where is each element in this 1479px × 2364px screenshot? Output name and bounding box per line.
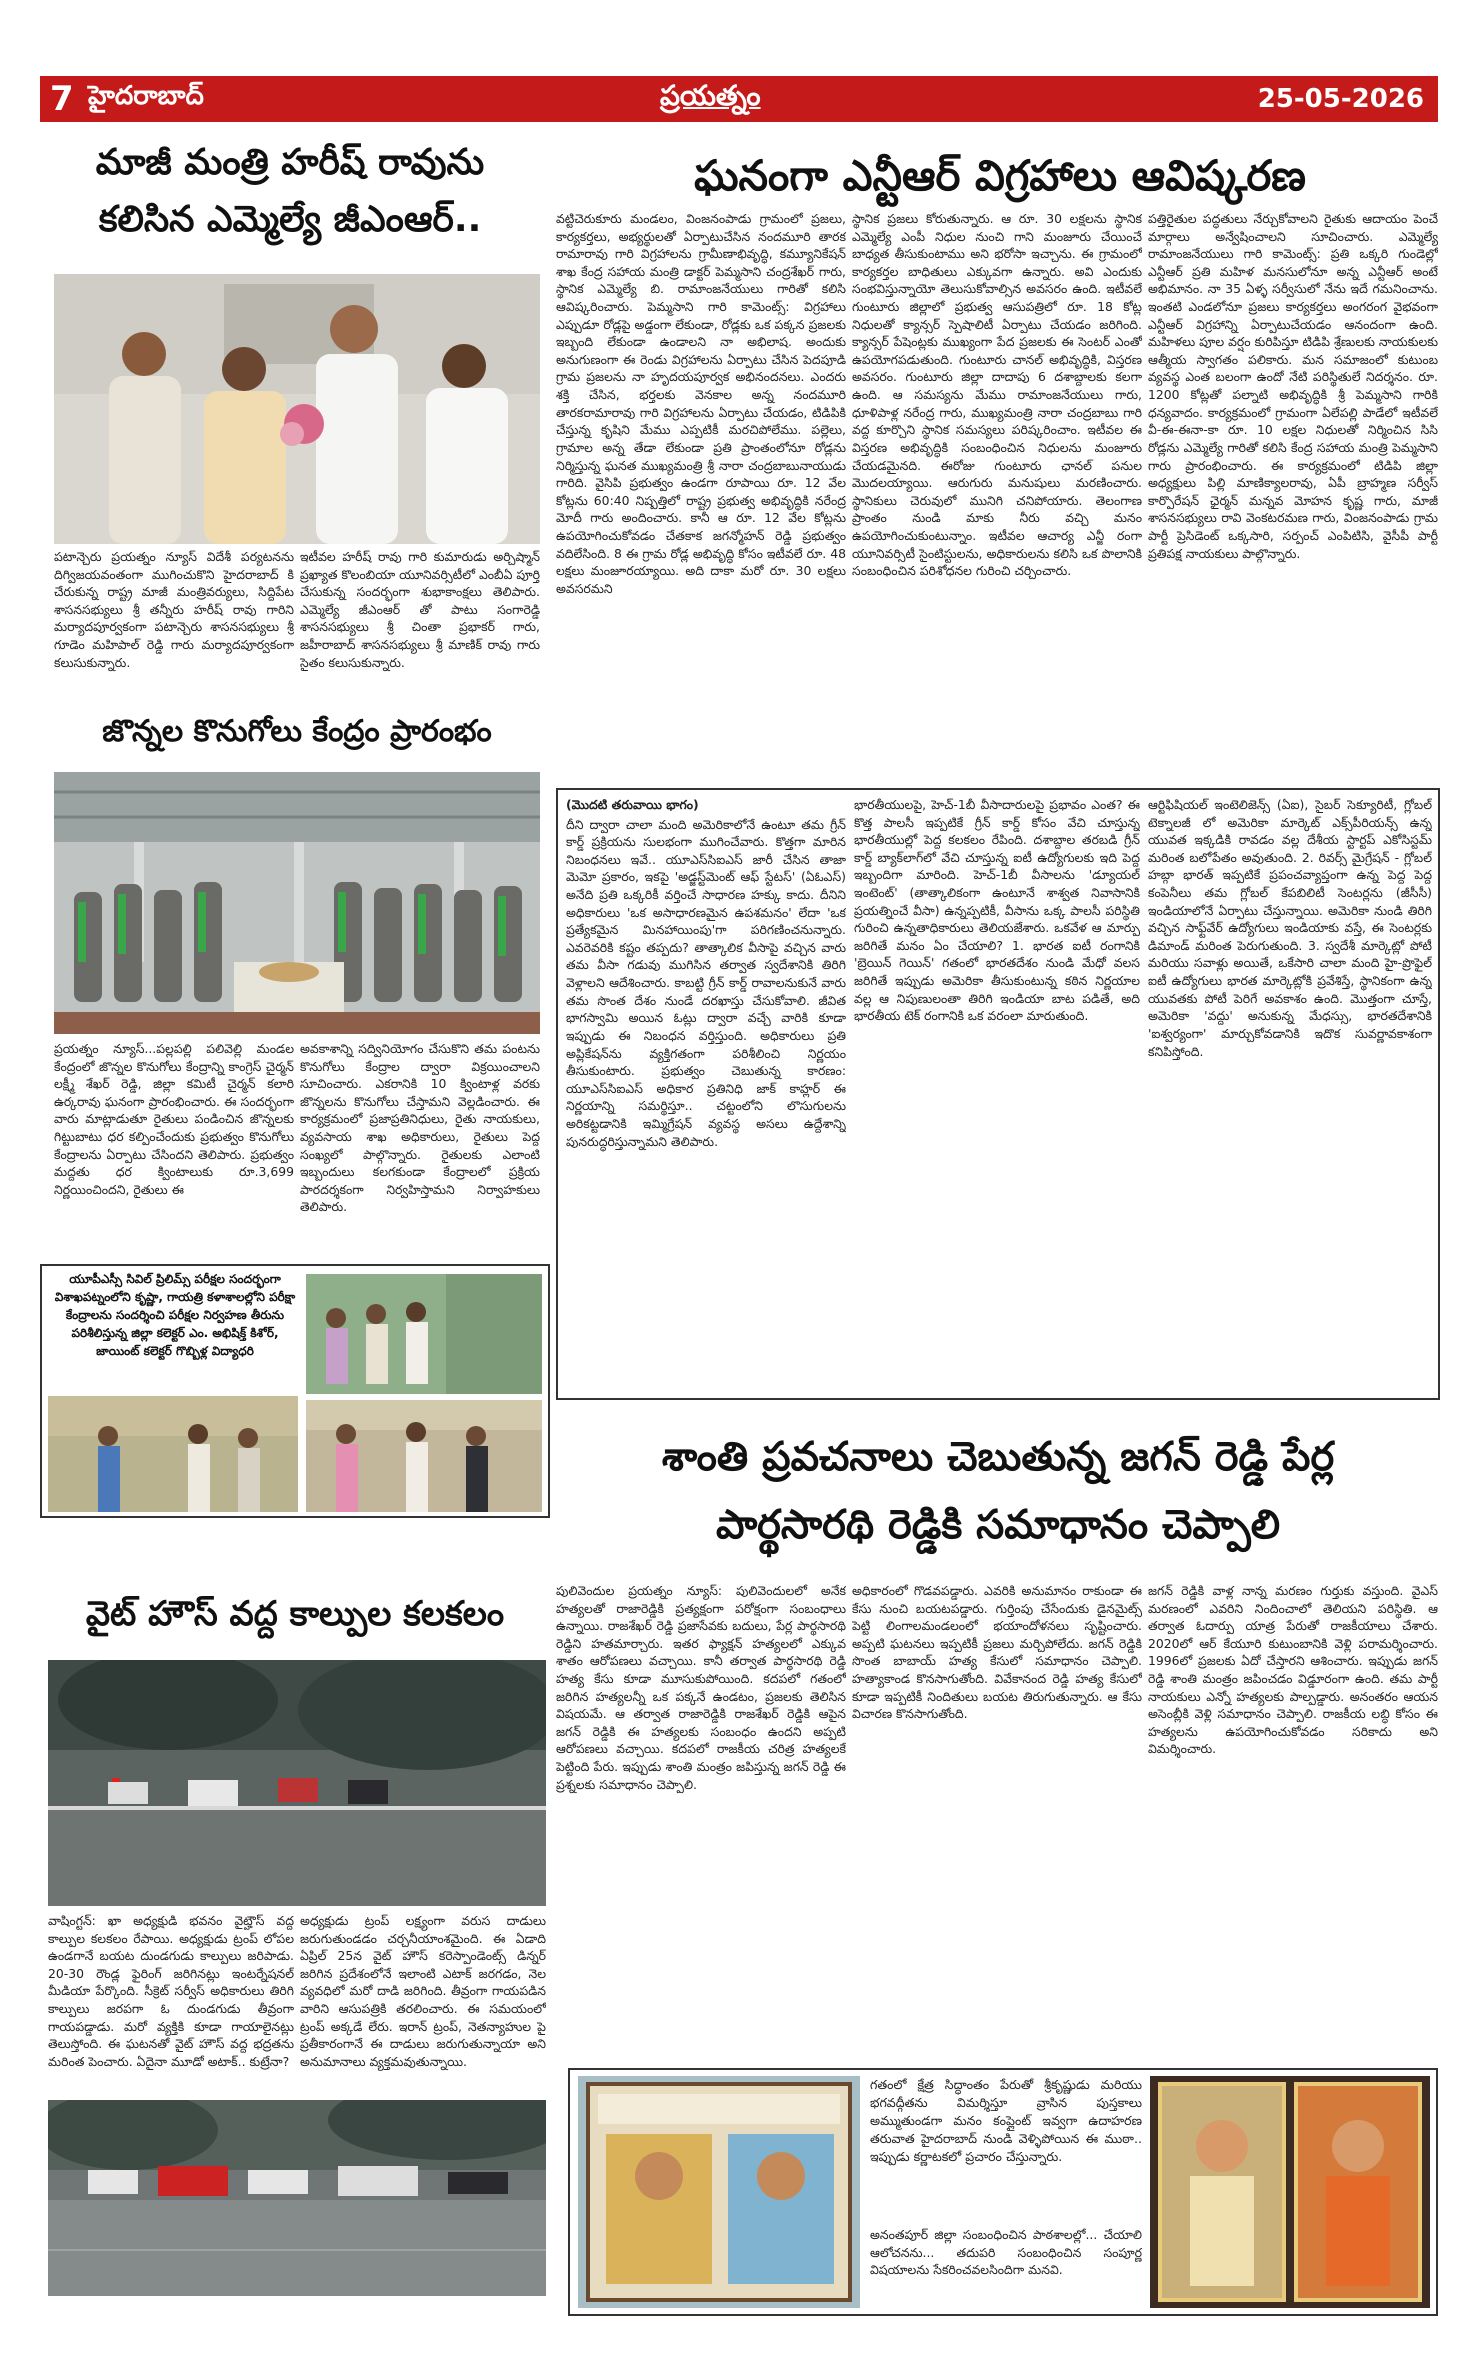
story3-col2 <box>300 1040 540 1256</box>
story1-headline-line2: కలిసిన ఎమ్మెల్యే జీఎంఆర్.. <box>98 199 482 240</box>
story4-headline: యూపీఎస్సీ సివిల్ ప్రిలిమ్స్ పరీక్షల సందర్భంగా విశాఖపట్నంలోని కృష్ణా, గాయత్రి కళాశాలల్లోని పరీక్షా కేంద్రాలను సందర్శించి పరీక్షల నిర్వహణ తీరును పరిశీలిస్తున్న జిల్లా కలెక్టర్ ఎం. అభిషిక్త్ కిశోర్, జాయింట్ కలెక్టర్ గొబ్బిళ్ల విద్యాధరి <box>54 1272 296 1358</box>
story5-col2 <box>300 1912 546 2098</box>
story4-photo-left-image <box>48 1396 298 1512</box>
story8-photo-left-image <box>578 2076 860 2308</box>
story3-col2-text: అవకాశాన్ని సద్వినియోగం చేసుకొని తమ పంటను కొనుగోలు కేంద్రాల ద్వారా విక్రయించాలని సూచించారు. ఎకరానికి 10 క్వింటాళ్ల వరకు జొన్నలను కొనుగోలు చేస్తామని వెల్లడించారు. ఈ కార్యక్రమంలో ప్రజాప్రతినిధులు, రైతు నాయకులు, వ్యవసాయ శాఖ అధికారులు, రైతులు పెద్ద సంఖ్యలో పాల్గొన్నారు. రైతులకు ఎలాంటి ఇబ్బందులు కలగకుండా కేంద్రాలలో ప్రక్రియ పారదర్శకంగా నిర్వహిస్తామని నిర్వాహకులు తెలిపారు. <box>300 1041 540 1215</box>
story8-photo-right <box>1150 2076 1430 2308</box>
story3-photo <box>54 772 540 1034</box>
story2-col2 <box>852 210 1142 768</box>
story8-caption <box>870 2076 1142 2210</box>
story6-col2-text: భారతీయులపై, హెచ్-1బీ వీసాదారులపై ప్రభావం ఎంత? ఈ కొత్త పాలసీ ఇప్పటికే గ్రీన్ కార్డ్ కోసం వేచి చూస్తున్న భారతీయుల్లో పెద్ద కలకలం రేపింది. దశాబ్దాల తరబడి గ్రీన్ కార్డ్ బ్యాక్‌లాగ్‌లో వేచి చూస్తున్న ఐటీ ఉద్యోగులకు ఇది పెద్ద ఇబ్బందిగా మారింది. హెచ్-1బీ వీసాలను 'డ్యూయల్ ఇంటెంట్' (తాత్కాలికంగా ఉంటూనే శాశ్వత నివాసానికి ప్రయత్నించే వీసా) ఉన్నప్పటికీ, వీసాను ఒక్క పాలసీ పరిస్థితి గురించి ఉన్నతాధికారులు తెలియజేశారు. ఒకవేళ ఆ మార్పు జరిగితే మనం ఏం చేయాలి? 1. భారత ఐటీ రంగానికి 'బ్రెయిన్ గెయిన్' గతంలో భారతదేశం నుండి మేధో వలస జరిగితే ఇప్పుడు అమెరికా తీసుకుంటున్న కఠిన నిర్ణయాల వల్ల ఆ నిపుణులంతా తిరిగి ఇండియా బాట పడితే, అది భారతీయ టెక్ రంగానికి ఒక వరంలా మారుతుంది. <box>854 797 1140 1024</box>
story2-col3-text: పత్తిరైతుల పద్ధతులు నేర్చుకోవాలని రైతుకు ఆదాయం పెంచే మార్గాలు అన్వేషించాలని సూచించారు. ఎమ్మెల్యే రామాంజనేయులు గారి కామెంట్స్: ప్రతి ఒక్కరి గుండెల్లో ఎన్టీఆర్ ప్రతి మహిళ మనసులోనూ అన్న ఎన్టీఆర్ అంటే అభిమానం. నా 35 ఏళ్ళ సర్వీసులో నేను ఇదే గమనించాను. ఇంతటి ఎండలోనూ ప్రజలు కార్యకర్తలు అంగరంగ వైభవంగా ఎన్టీఆర్ విగ్రహాన్ని ఏర్పాటుచేయడం ఆనందంగా ఉంది. మహిళలు పూల వర్షం కురిపిస్తూ టిడిపి శ్రేణులకు నాయకులకు ఆత్మీయ స్వాగతం పలికారు. మన సమాజంలో కుటుంబ వ్యవస్థ ఎంత బలంగా ఉందో నేటి పరిస్థితులే నిదర్శనం. రూ. 1200 కోట్లతో పల్నాటి అభివృద్ధికి శ్రీ పెమ్మసాని గారికి ధన్యవాదం. కార్యక్రమంలో గ్రామంగా ఏలేపల్లి పాడేలో ఇటీవలే వీ-ఈ-ఈనా-కా రూ. 10 లక్షల నిధులతో నిర్మించిన సిసి రోడ్లను ఎమ్మెల్యే గారితో కలిసి కేంద్ర సహాయ మంత్రి పెమ్మసాని గారు ప్రారంభించారు. ఈ కార్యక్రమంలో టిడిపి జిల్లా అధ్యక్షులు పిల్లి మాణిక్యాలరావు, ఏపీ బ్రాహ్మణ సర్వీస్ కార్పొరేషన్ ఛైర్మన్ మన్నవ మోహన కృష్ణ గారు, మాజీ శాసనసభ్యులు రావి వెంకటరమణ గారు, వింజనంపాడు గ్రామ పార్టీ ప్రెసిడెంట్ ఒక్కసారి, సర్పంచ్ ఎంపిటిసి, వైసీపీ పార్టీ ప్రతిపక్ష నాయకులు పాల్గొన్నారు. <box>1148 211 1438 561</box>
story1-photo <box>54 274 540 544</box>
story5-photo-top <box>48 1660 546 1906</box>
story1-body-right-text: ఇటీవల హరీష్ రావు గారి కుమారుడు అర్చిష్మాన్ ప్రఖ్యాత కొలంబియా యూనివర్సిటీలో ఎంబీఏ పూర్తి చేసుకున్న సందర్భంగా శుభాకాంక్షలు తెలిపారు. ఎమ్మెల్యే జీఎంఆర్ తో పాటు సంగారెడ్డి శాసనసభ్యులు శ్రీ చింతా ప్రభాకర్ గారు, జహీరాబాద్ శాసనసభ్యులు శ్రీ మాణిక్ రావు గారు సైతం కలుసుకున్నారు. <box>300 549 540 670</box>
story4-photo-right <box>306 1400 542 1512</box>
story5-col2-text: అధ్యక్షుడు ట్రంప్ లక్ష్యంగా వరుస దాడులు జరుగుతుండడం చర్చనీయాంశమైంది. ఈ ఏడాది ఏప్రిల్ 25న వైట్ హౌస్ కరెస్పాండెంట్స్ డిన్నర్ జరిగిన ప్రదేశంలోనే ఇలాంటి ఎటాక్ జరగడం, నెల వ్యవధిలో మరో దాడి జరిగింది. తీవ్రంగా గాయపడిన వారిని ఆసుపత్రికి తరలించారు. ఈ సమయంలో ట్రంప్ అక్కడే లేరు. ఇరాన్ ట్రంప్, నెతన్యాహుల పై ప్రతీకారంగానే ఈ దాడులు జరుగుతున్నాయా అని అనుమానాలు వ్యక్తమవుతున్నాయి. <box>300 1913 546 2069</box>
story1-photo-image <box>54 274 540 544</box>
story7-col1 <box>556 1582 846 2060</box>
story4-photo-right-image <box>306 1400 542 1512</box>
story2-col3 <box>1148 210 1438 768</box>
story6-col1 <box>566 796 846 1392</box>
story3-col1-text: ప్రయత్నం న్యూస్...పల్లపల్లి పలివెల్లి మండల కేంద్రంలో జొన్నల కొనుగోలు కేంద్రాన్ని కాంగ్రెస్ చైర్మన్ లక్ష్మీ శేఖర్ రెడ్డి, జిల్లా కమిటీ చైర్మన్ కలారి ఉర్కరావు ఘనంగా ప్రారంభించారు. ఈ సందర్భంగా వారు మాట్లాడుతూ రైతులు పండించిన జొన్నలకు గిట్టుబాటు ధర కల్పించేందుకు ప్రభుత్వం కొనుగోలు కేంద్రాలను ఏర్పాటు చేసిందని తెలిపారు. ప్రభుత్వం మద్దతు ధర క్వింటాలుకు రూ.3,699 నిర్ణయించిందని, రైతులు ఈ <box>54 1041 294 1197</box>
story5-col1-text: వాషింగ్టన్: ఖా అధ్యక్షుడి భవనం వైట్హౌస్ వద్ద కాల్పుల కలకలం రేపాయి. అధ్యక్షుడు ట్రంప్ లోపల ఉండగానే బయట దుండగుడు కాల్పులు జరిపాడు. 20-30 రౌండ్ల ఫైరింగ్ జరిగినట్లు ఇంటర్నేషనల్ మీడియా పేర్కొంది. సీక్రెట్ సర్వీస్ అధికారులు తిరిగి కాల్పులు జరపగా ఓ దుండగుడు తీవ్రంగా గాయపడ్డాడు. మరో వ్యక్తికి కూడా గాయాలైనట్లు తెలుస్తోంది. ఈ ఘటనతో వైట్ హౌస్ వద్ద భద్రతను మరింత పెంచారు. ఏదైనా మూడో అటాక్.. కుట్రేనా? <box>48 1913 294 2069</box>
story6-col1-text: దీని ద్వారా చాలా మంది అమెరికాలోనే ఉంటూ తమ గ్రీన్ కార్డ్ ప్రక్రియను సులభంగా ముగించేవారు. కొత్తగా మారిన నిబంధనలు ఇవే.. యూఎస్‌సిఐఎస్ జారీ చేసిన తాజా మెమో ప్రకారం, ఇకపై 'అడ్జస్ట్‌మెంట్ ఆఫ్ స్టేటస్' (ఏఓఎస్) అనేది ప్రతి ఒక్కరికీ వర్తించే సాధారణ హక్కు కాదు. దీనిని అధికారులు 'ఒక అసాధారణమైన ఉపశమనం' లేదా 'ఒక ప్రత్యేకమైన మినహాయింపు'గా పరిగణించనున్నారు. ఎవరెవరికి కష్టం తప్పదు? తాత్కాలిక వీసాపై వచ్చిన వారు తమ వీసా గడువు ముగిసిన తర్వాత స్వదేశానికి తిరిగి వెళ్లాలని ఆదేశించారు. కాబట్టి గ్రీన్ కార్డ్ రావాలనుకునే వారు తమ సొంత దేశం నుండే దరఖాస్తు చేసుకోవాలి. జీవిత భాగస్వామి అయిన ఓట్లు ద్వారా వచ్చే వారికి కూడా ఇప్పుడు ఈ నిబంధన వర్తిస్తుంది. అధికారులు ప్రతి అప్లికేషన్‌ను వ్యక్తిగతంగా పరిశీలించి నిర్ణయం తీసుకుంటారు. ప్రభుత్వం చెబుతున్న కారణం: యూఎస్‌సిఐఎస్ అధికార ప్రతినిధి జాక్ కాహ్లర్ ఈ నిర్ణయాన్ని సమర్థిస్తూ.. చట్టంలోని లొసుగులను అరికట్టడానికి ఇమ్మిగ్రేషన్ వ్యవస్థ అసలు ఉద్దేశాన్ని పునరుద్ధరిస్తున్నామని తెలిపారు. <box>566 816 846 1149</box>
story1-body-left <box>54 548 294 722</box>
story5-col1 <box>48 1912 294 2098</box>
story4-photo-top <box>306 1274 542 1394</box>
story7-headline-line2: పార్థసారథి రెడ్డికి సమాధానం చెప్పాలి <box>715 1502 1281 1548</box>
story4-photo-top-image <box>306 1274 542 1394</box>
story7-col3 <box>1148 1582 1438 2060</box>
story8-caption2-text: అనంతపూర్ జిల్లా సంబంధించిన పాఠశాలల్లో... చేయాలి ఆలోచనను... తదుపరి సంబంధించిన సంపూర్ణ విషయాలను సేకరించవలసిందిగా మనవి. <box>870 2227 1142 2278</box>
story4-photo-left <box>48 1396 298 1512</box>
story2-col1 <box>556 210 846 768</box>
story7-col2-text: అధికారంలో గొడవపడ్డారు. ఎవరికి అనుమానం రాకుండా ఈ కేసు నుంచి బయటపడ్డారు. గుర్తింపు చేసేందుకు డైనమైట్స్ పెట్టి లింగాలమండలంలో భయాందోళనలు సృష్టించారు. అప్పటి ఘటనలు ఇప్పటికీ ప్రజలు మర్చిపోలేదు. జగన్ రెడ్డికి సొంత బాబాయ్ హత్య కేసులో సమాధానం చెప్పాలి. హత్యాకాండ కొనసాగుతోంది. వివేకానంద రెడ్డి హత్య కేసులో కూడా ఇప్పటికీ నిందితులు బయట తిరుగుతున్నారు. ఆ కేసు విచారణ కొనసాగుతోంది. <box>852 1583 1142 1722</box>
story2-col2-text: స్థానిక ప్రజలు కోరుతున్నారు. ఆ రూ. 30 లక్షలను స్థానిక ఎమ్మెల్యే ఎంపీ నిధుల నుంచి గాని మంజూరు చేయించే బాధ్యత తీసుకుంటాము అని భరోసా ఇచ్చాను. ఈ గ్రామంలో కార్యకర్తల బాధితులు ఎక్కువగా ఉన్నారు. అవి ఎందుకు సంభవిస్తున్నాయో తెలుసుకోవాల్సిన అవసరం ఉంది. ఇటీవలే గుంటూరు జిల్లాలో ప్రభుత్వ ఆసుపత్రిలో రూ. 18 కోట్ల నిధులతో క్యాన్సర్ స్పెషాలిటీ ఏర్పాటు చేయడం జరిగింది. క్యాన్సర్ పేషెంట్లకు ముఖ్యంగా పేద ప్రజలకు ఈ సెంటర్ ఎంతో ఉపయోగపడుతుంది. గుంటూరు చానల్ అభివృద్ధికి, విస్తరణ అవసరం. గుంటూరు జిల్లా దాదాపు 6 దశాబ్దాలకు కలగా ఉంది. ఆ సమస్యను మేము రామాంజనేయులు గారు, ధూళిపాళ్ల నరేంద్ర గారు, ముఖ్యమంత్రి నారా చంద్రబాబు గారి వద్ద కూర్చొని స్థానిక సమస్యలు పరిష్కరించాం. ఇటీవల ఈ విస్తరణ అభివృద్ధికి సంబంధించిన నిధులను మంజూరు చేయడమైనది. ఈరోజు గుంటూరు ఛానల్ పనుల మొదలయ్యాయి. ఆరుగురు మనుషులు మరణించారు. స్థానికులు చెరువులో మునిగి చనిపోయారు. తెలంగాణ ప్రాంతం నుండి మాకు నీరు వచ్చి మనం ఉపయోగించుకుంటున్నాం. ఇటీవల ఆచార్య ఎన్జీ రంగా యూనివర్సిటీ సైంటిస్టులను, అధికారులను కలిసి ఒక పొలానికి సంబంధించిన పరిశోధనల గురించి చర్చించారు. <box>852 211 1142 579</box>
story7-col1-text: పులివెందుల ప్రయత్నం న్యూస్: పులివెందులలో అనేక హత్యలతో రాజారెడ్డికి ప్రత్యక్షంగా పరోక్షంగా సంబంధాలు ఉన్నాయి. రాజశేఖర్ రెడ్డి ప్రజాసేవకు బదులు, పేర్ల పార్థసారథి రెడ్డిని హతమార్చారు. ఇతర ఫ్యాక్షన్ హత్యలలో ఎక్కువ శాతం ఆరోపణలు వచ్చాయి. కానీ తర్వాత పార్థసారథి రెడ్డి హత్య కేసు కూడా మూసుకుపోయింది. కదపలో గతంలో జరిగిన హత్యలన్నీ ఒక పక్కనే ఉండటం, ప్రజలకు తెలిసిన విషయమే. ఆ తర్వాత రాజారెడ్డికి రాజశేఖర్ రెడ్డికి ఆపైన జగన్ రెడ్డికి ఈ హత్యలకు సంబంధం ఉందని అప్పటి ఆరోపణలు వచ్చాయి. కదపలో రాజకీయ చరిత్ర హత్యలకే పెట్టింది పేరు. ఇప్పుడు శాంతి మంత్రం జపిస్తున్న జగన్ రెడ్డి ఈ ప్రశ్నలకు సమాధానం చెప్పాలి. <box>556 1583 846 1792</box>
story5-headline: వైట్ హౌస్ వద్ద కాల్పుల కలకలం <box>85 1594 505 1634</box>
story7-headline-line1: శాంతి ప్రవచనాలు చెబుతున్న జగన్ రెడ్డి పేర్ల <box>661 1434 1335 1480</box>
story6-col3-text: ఆర్టిఫిషియల్ ఇంటెలిజెన్స్ (ఏఐ), సైబర్ సెక్యూరిటీ, గ్లోబల్ టెక్నాలజీ లో అమెరికా మార్కెట్ ఎక్స్‌పీరియన్స్ ఉన్న యువత ఇక్కడికి రావడం వల్ల దేశీయ స్టార్టప్ ఎకోసిస్టమ్ మరింత బలోపేతం అవుతుంది. 2. రివర్స్ మైగ్రేషన్ - గ్లోబల్ హబ్గా భారత్ ఇప్పటికే ప్రపంచవ్యాప్తంగా ఉన్న పెద్ద పెద్ద కంపెనీలు తమ గ్లోబల్ కేపబిలిటీ సెంటర్లను (జీసీసీ) ఇండియాలోనే ఏర్పాటు చేస్తున్నాయి. అమెరికా నుండి తిరిగి వచ్చిన సాఫ్ట్‌వేర్ ఉద్యోగులు ఇండియాకు వస్తే, ఈ సెంటర్లకు డిమాండ్ మరింత పెరుగుతుంది. 3. స్వదేశీ మార్కెట్లో పోటీ మరియు సవాళ్లు అయితే, ఒకేసారి చాలా మంది హై-ప్రొఫైల్ ఐటీ ఉద్యోగులు భారత మార్కెట్లోకి ప్రవేశిస్తే, స్థానికంగా ఉన్న యువతకు పోటీ పెరిగే అవకాశం ఉంది. మొత్తంగా చూస్తే, అమెరికా 'వద్దు' అనుకున్న మేధస్సు, భారతదేశానికి 'ఐశ్వర్యంగా' మార్చుకోవడానికి ఇదొక సువర్ణావకాశంగా కనిపిస్తోంది. <box>1148 797 1432 1059</box>
story5-photo-top-image <box>48 1660 546 1906</box>
story1-headline-line1: మాజీ మంత్రి హరీష్ రావును <box>95 142 485 183</box>
masthead <box>40 76 1438 122</box>
story5-photo-bottom-image <box>48 2100 546 2296</box>
masthead-date: 25-05-2026 <box>1257 84 1424 114</box>
story2-headline: ఘనంగా ఎన్టీఆర్ విగ్రహాలు ఆవిష్కరణ <box>694 151 1306 200</box>
story8-photo-right-image <box>1150 2076 1430 2308</box>
story2-col1-text: వట్టిచెరుకూరు మండలం, వింజనంపాడు గ్రామంలో ప్రజలు, కార్యకర్తలు, అభ్యర్థులతో ఏర్పాటుచేసిన నందమూరి తారక రామారావు గారి విగ్రహాలను గ్రామీణాభివృద్ధి, కమ్యూనికేషన్ శాఖ కేంద్ర సహాయ మంత్రి డాక్టర్ పెమ్మసాని చంద్రశేఖర్ గారు, స్థానిక ఎమ్మెల్యే బి. రామాంజనేయులు గారితో కలిసి ఆవిష్కరించారు. పెమ్మసాని గారి కామెంట్స్: విగ్రహాలు ఎప్పుడూ రోడ్లపై అడ్డంగా లేకుండా, రోడ్లకు ఒక పక్కన ప్రజలకు ఇబ్బంది లేకుండా ఉండాలని నా అభిలాష. అందుకు అనుగుణంగా ఈ రెండు విగ్రహాలను ఏర్పాటు చేసిన పెదపూడి గ్రామ ప్రజలను నా హృదయపూర్వక అభినందనలు. ఎందరు శక్తి చేసిన, భర్తలకు వెనకాల అన్న నందమూరి తారకరామారావు గారి విగ్రహాలను ఏర్పాటు చేయడం, టిడిపికి చేస్తున్న కృషిని మేము ఎప్పటికీ మరచిపోలేము. పల్లెలు, గ్రామాల అన్న తేడా లేకుండా ప్రతి ప్రాంతంలోనూ రోడ్లను నిర్మిస్తున్న ఘనత ముఖ్యమంత్రి శ్రీ నారా చంద్రబాబునాయుడు గారిది. వైసిపి ప్రభుత్వం ఉండగా రూపాయి రూ. 12 వేల కోట్లను 60:40 నిష్పత్తిలో రాష్ట్ర ప్రభుత్వ అభివృద్ధికి నరేంద్ర మోదీ గారు అందించారు. కానీ ఆ రూ. 12 వేల కోట్లను ఉపయోగించుకోవడం చేతకాక జగన్మోహన్ రెడ్డి ప్రభుత్వం వదిలేసింది. 8 ఈ గ్రామ రోడ్ల అభివృద్ధి కోసం ఇటీవలే రూ. 48 లక్షలు మంజూరయ్యాయి. అది దాకా మరో రూ. 30 లక్షలు అవసరమని <box>556 211 846 596</box>
story7-col3-text: జగన్ రెడ్డికి వాళ్ల నాన్న మరణం గుర్తుకు వస్తుంది. వైఎస్ మరణంలో ఎవరిని నిందించాలో తెలియని పరిస్థితి. ఆ తర్వాత ఓదార్పు యాత్ర పేరుతో రాజకీయాలు చేశారు. 2020లో ఆర్ కేయూరి కుటుంబానికి వెళ్లి పరామర్శించారు. 1996లో ప్రజలకు ఏదో చేస్తారని ఆశించారు. ఇప్పుడు జగన్ రెడ్డి శాంతి మంత్రం జపించడం విడ్డూరంగా ఉంది. తమ పార్టీ నాయకులు ఎన్నో హత్యలకు పాల్పడ్డారు. అనంతరం ఆయన అసెంబ్లీకి వెళ్లి సమాధానం చెప్పాలి. రాజకీయ లబ్ధి కోసం ఈ హత్యలను ఉపయోగించుకోవడం సరికాదు అని విమర్శించారు. <box>1148 1583 1438 1757</box>
story6-col2 <box>854 796 1140 1392</box>
masthead-paper-name: ప్రయత్నం <box>660 79 761 112</box>
story1-headline <box>40 140 540 242</box>
story1-body-left-text: పటాన్చెరు ప్రయత్నం న్యూస్ విదేశీ పర్యటనను దిగ్విజయవంతంగా ముగించుకొని హైదరాబాద్ కి చేరుకున్న రాష్ట్ర మాజీ మంత్రివర్యులు, సిద్దిపేట శాసనసభ్యులు శ్రీ తన్నీరు హరీష్ రావు గారిని మర్యాదపూర్వకంగా పటాన్చెరు శాసనసభ్యులు శ్రీ గూడెం మహిపాల్ రెడ్డి గారు మర్యాదపూర్వకంగా కలుసుకున్నారు. <box>54 549 294 670</box>
story6-col3 <box>1148 796 1432 1392</box>
story6-continued: (మొదటి తరువాయి భాగం) <box>566 797 699 812</box>
story3-col1 <box>54 1040 294 1256</box>
masthead-city: హైదరాబాద్ <box>88 81 204 111</box>
story1-body-right <box>300 548 540 722</box>
story7-headline <box>556 1432 1440 1550</box>
story8-caption-text: గతంలో క్షేత్ర సిద్ధాంతం పేరుతో శ్రీకృష్ణుడు మరియు భగవద్గీతను విమర్శిస్తూ వ్రాసిన పుస్తకాలు అమ్ముతుండగా మనం కంప్లైంట్ ఇవ్వగా ఉదాహరణ తరువాత హైదరాబాద్ నుండి వెళ్ళిపోయిన ఈ ముఠా.. ఇప్పుడు కర్ణాటకలో ప్రచారం చేస్తున్నారు. <box>870 2077 1142 2164</box>
story3-headline: జొన్నల కొనుగోలు కేంద్రం ప్రారంభం <box>102 714 492 749</box>
story8-photo-left <box>578 2076 860 2308</box>
page-number: 7 <box>50 79 74 119</box>
story3-photo-image <box>54 772 540 1034</box>
story5-photo-bottom <box>48 2100 546 2296</box>
story8-caption2 <box>870 2226 1142 2310</box>
story7-col2 <box>852 1582 1142 2060</box>
